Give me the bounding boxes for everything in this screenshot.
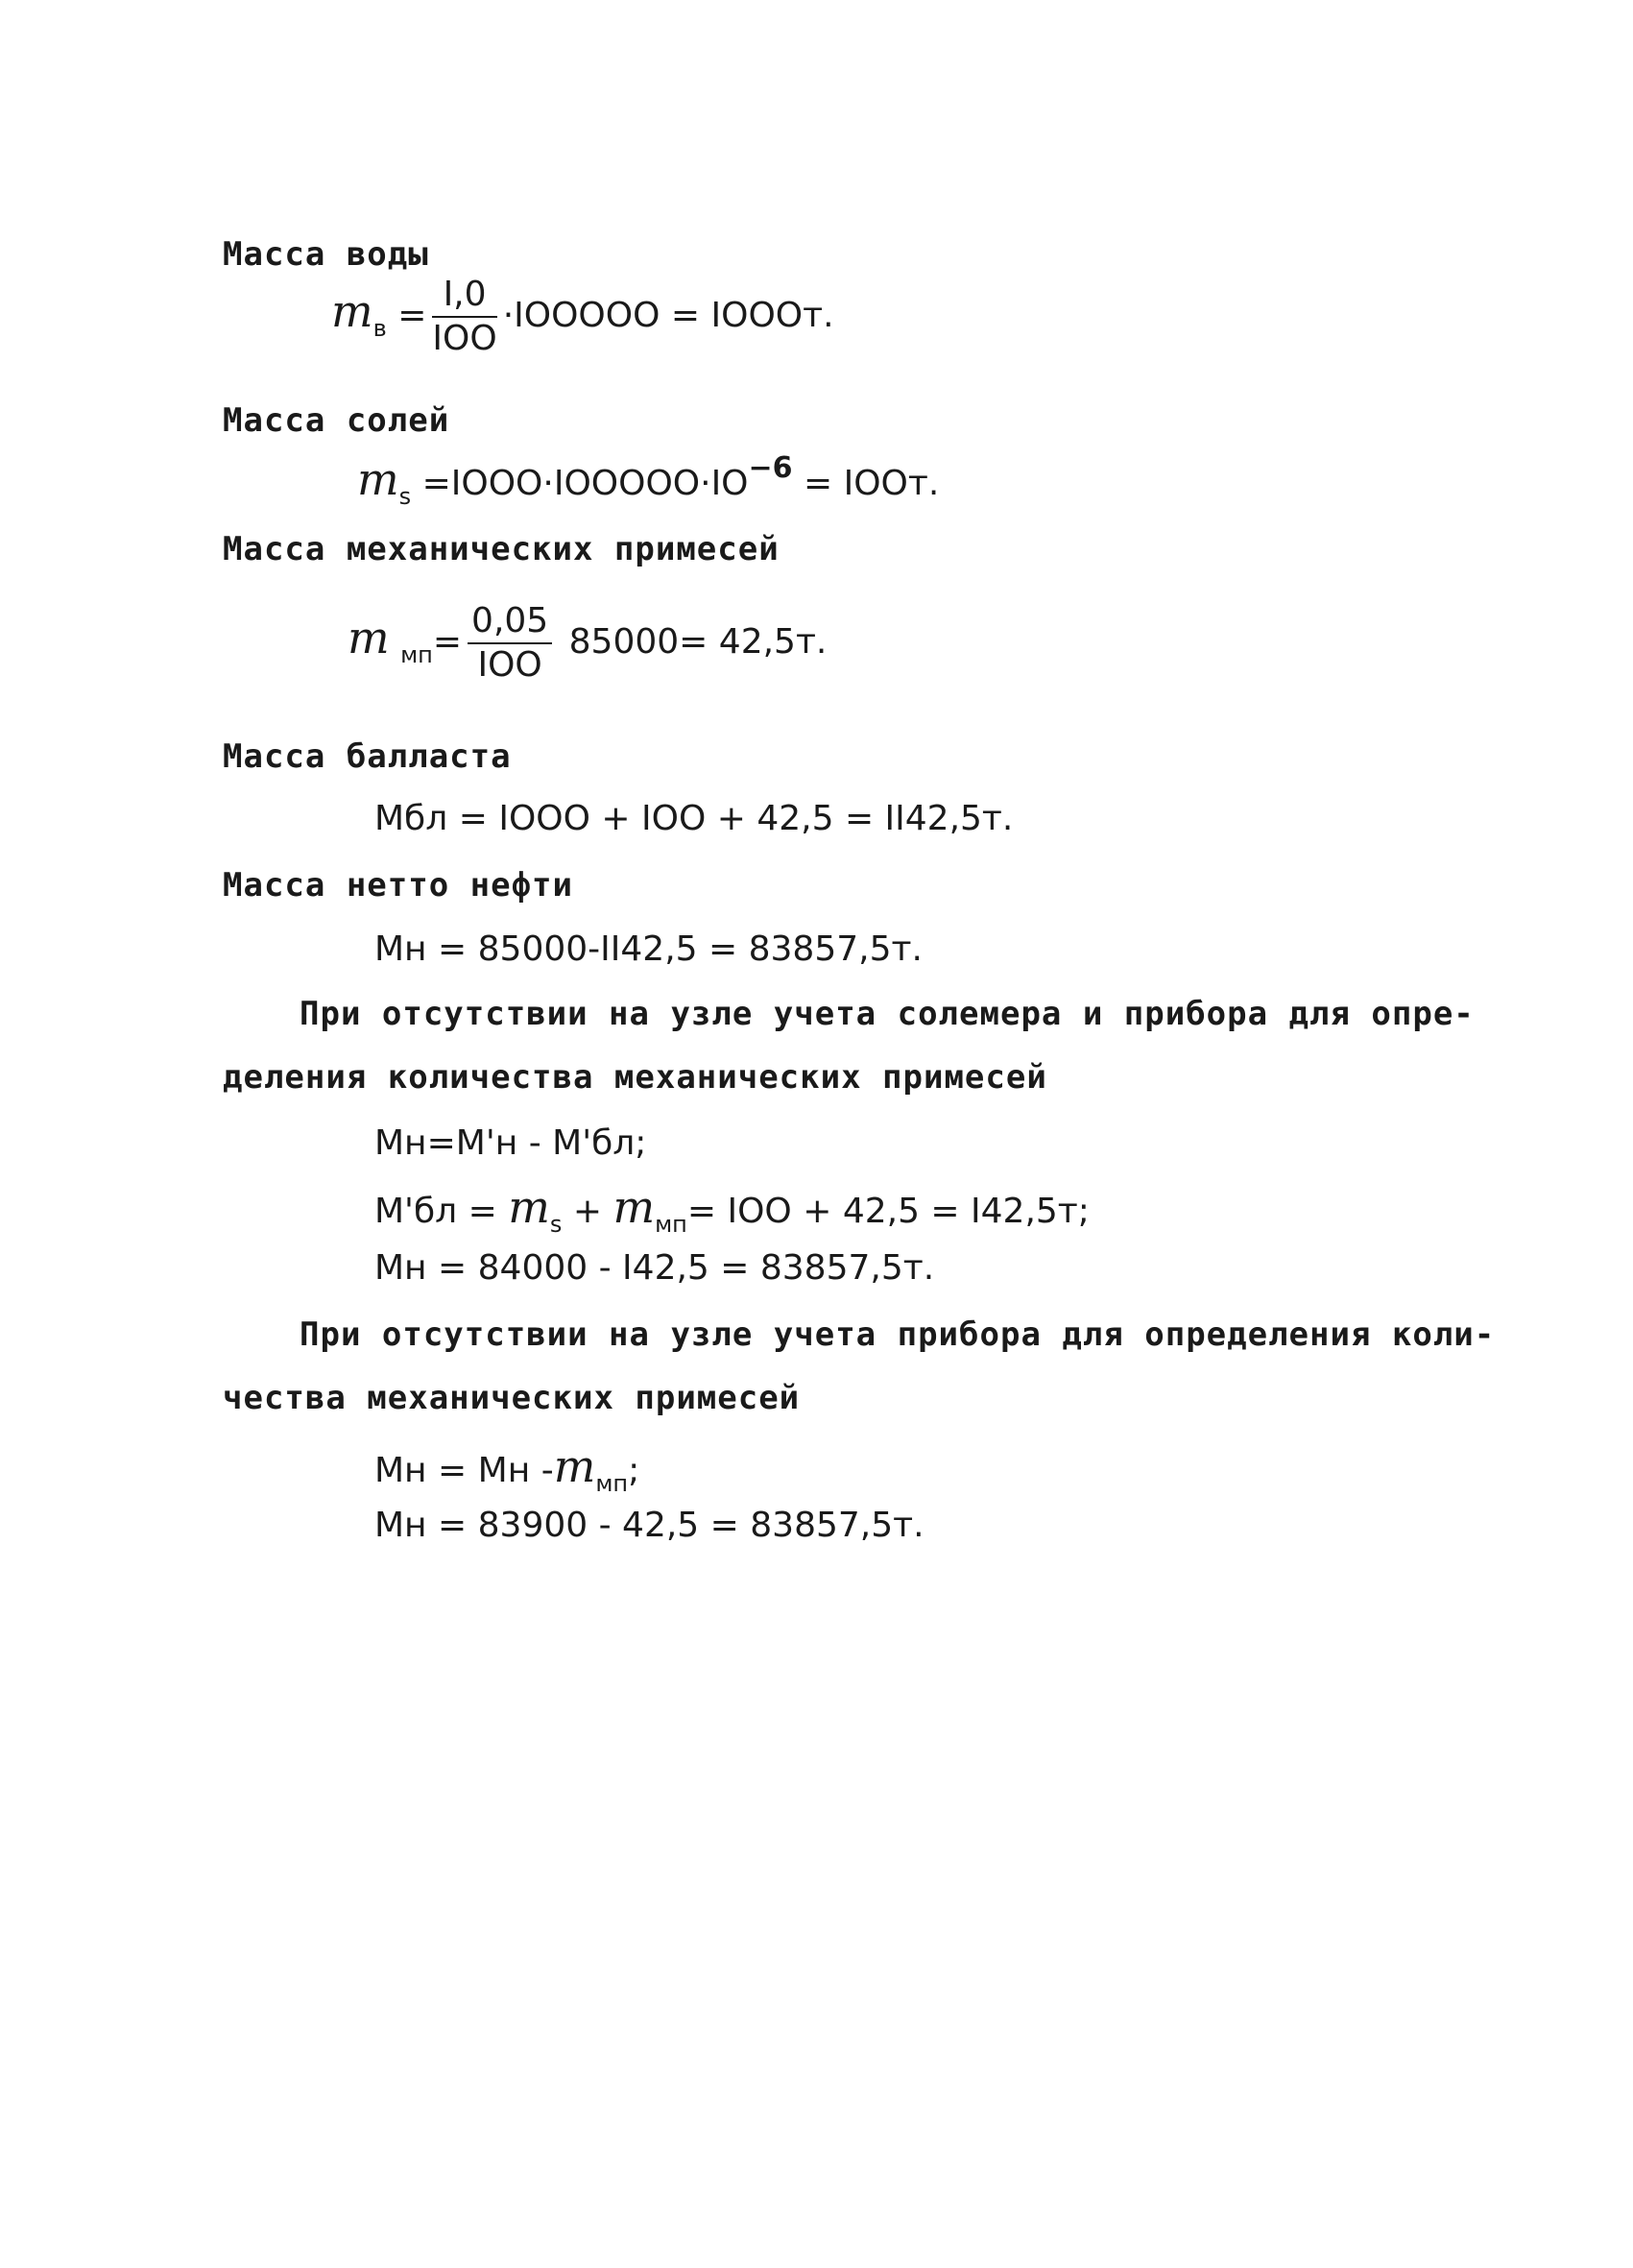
heading-water-mass: Масса воды (223, 235, 429, 274)
formula-ballast-mass: Мбл = IOOO + IOO + 42,5 = II42,5т. (374, 799, 1014, 838)
formula-p1-ballast (374, 1181, 1090, 1238)
formula-tail: 85000= 42,5т. (568, 622, 828, 662)
fraction-numerator: 0,05 (468, 600, 552, 644)
superscript: −6 (748, 451, 793, 485)
paragraph-2-line-2: чества механических примесей (223, 1379, 801, 1417)
var-m: m (612, 1181, 656, 1233)
formula-salts-mass (357, 451, 939, 510)
subscript: мп (595, 1470, 629, 1497)
formula-p1-result: Мн = 84000 - I42,5 = 83857,5т. (374, 1248, 935, 1288)
paragraph-1-line-2: деления количества механических примесей (223, 1058, 1047, 1097)
var-m: m (357, 453, 399, 505)
fraction-numerator: I,0 (432, 274, 496, 318)
subscript: s (398, 483, 412, 510)
equals-sign: = (432, 622, 463, 662)
subscript: s (549, 1211, 563, 1238)
equals-sign: = (397, 296, 427, 335)
heading-mechanical-impurities-mass: Масса механических примесей (223, 530, 780, 568)
formula-tail: = IOO + 42,5 = I42,5т; (686, 1192, 1090, 1231)
formula-p2-net-mass (374, 1440, 639, 1497)
var-m: m (348, 612, 390, 664)
paragraph-2-line-1: При отсутствии на узле учета прибора для определения коли- (300, 1315, 1496, 1354)
formula-tail: = IOOт. (804, 464, 940, 503)
formula-tail: ; (628, 1451, 640, 1490)
formula-water-mass (331, 274, 834, 360)
formula-head: Мн = Мн - (374, 1451, 554, 1490)
subscript: в (372, 315, 387, 342)
plus-sign: + (572, 1192, 602, 1231)
paragraph-1-line-1: При отсутствии на узле учета солемера и прибора для опре- (300, 995, 1475, 1033)
heading-ballast-mass: Масса балласта (223, 737, 512, 776)
var-m: m (553, 1440, 596, 1492)
fraction-denominator: IOO (432, 319, 497, 358)
var-m: m (508, 1181, 550, 1233)
formula-p1-net-mass: Мн=М'н - М'бл; (374, 1123, 647, 1163)
fraction (468, 600, 552, 687)
formula-body: =IOOO·IOOOOO·IO (421, 464, 749, 503)
formula-head: М'бл = (374, 1192, 497, 1231)
formula-mechanical-impurities-mass (348, 600, 827, 687)
var-m: m (331, 285, 373, 337)
heading-net-oil-mass: Масса нетто нефти (223, 866, 573, 905)
subscript: мп (655, 1211, 687, 1238)
formula-tail: ·IOOOOO = IOOOт. (502, 296, 834, 335)
formula-net-oil-mass: Мн = 85000-II42,5 = 83857,5т. (374, 929, 923, 969)
subscript: мп (400, 641, 433, 668)
fraction (432, 274, 496, 360)
heading-salts-mass: Масса солей (223, 401, 450, 440)
formula-p2-result: Мн = 83900 - 42,5 = 83857,5т. (374, 1506, 925, 1545)
fraction-denominator: IOO (477, 645, 542, 685)
